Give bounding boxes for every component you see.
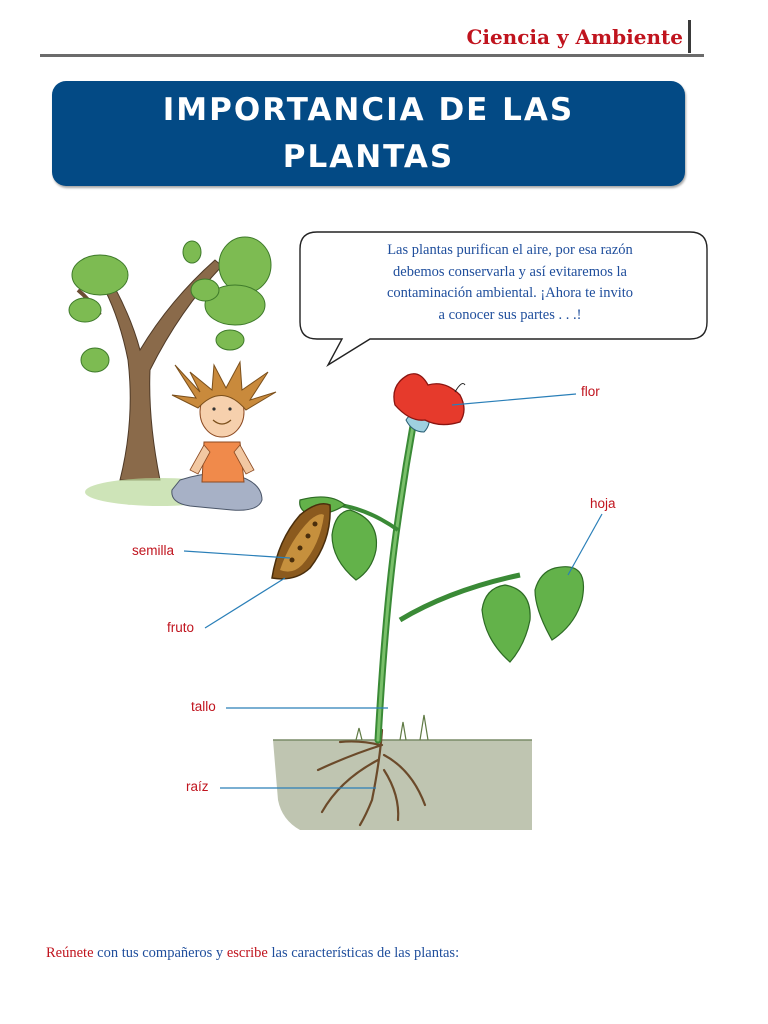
instruction-part: las características de las plantas: [267, 945, 460, 961]
soil-ground [273, 740, 532, 830]
instruction-verb-escribe: escribe [226, 945, 268, 961]
instruction-verb-reunete: Reúnete [46, 945, 94, 961]
flower-illustration [394, 374, 465, 432]
subject-title: Ciencia y Ambiente [466, 25, 683, 49]
label-fruto: fruto [167, 620, 195, 635]
label-flor: flor [581, 384, 600, 399]
fruit-illustration [272, 504, 330, 579]
label-semilla: semilla [132, 543, 175, 558]
instruction-part: con tus compañeros y [93, 945, 227, 961]
label-hoja: hoja [590, 496, 616, 511]
bubble-line: a conocer sus partes . . .! [438, 306, 582, 323]
label-tallo: tallo [191, 699, 216, 714]
leaves-illustration [300, 497, 584, 662]
bubble-line: debemos conservarla y así evitaremos la [393, 263, 627, 280]
label-raiz: raíz [186, 779, 209, 794]
bubble-line: contaminación ambiental. ¡Ahora te invito [386, 285, 634, 301]
title-line-1: IMPORTANCIA DE LAS [162, 91, 575, 128]
speech-bubble-text [330, 240, 690, 326]
stem-illustration [340, 420, 520, 740]
instruction-text [46, 945, 459, 962]
boy-illustration [172, 362, 276, 510]
bubble-line: Las plantas purifican el aire, por esa razón [387, 242, 633, 258]
title-line-2: PLANTAS [282, 138, 455, 175]
